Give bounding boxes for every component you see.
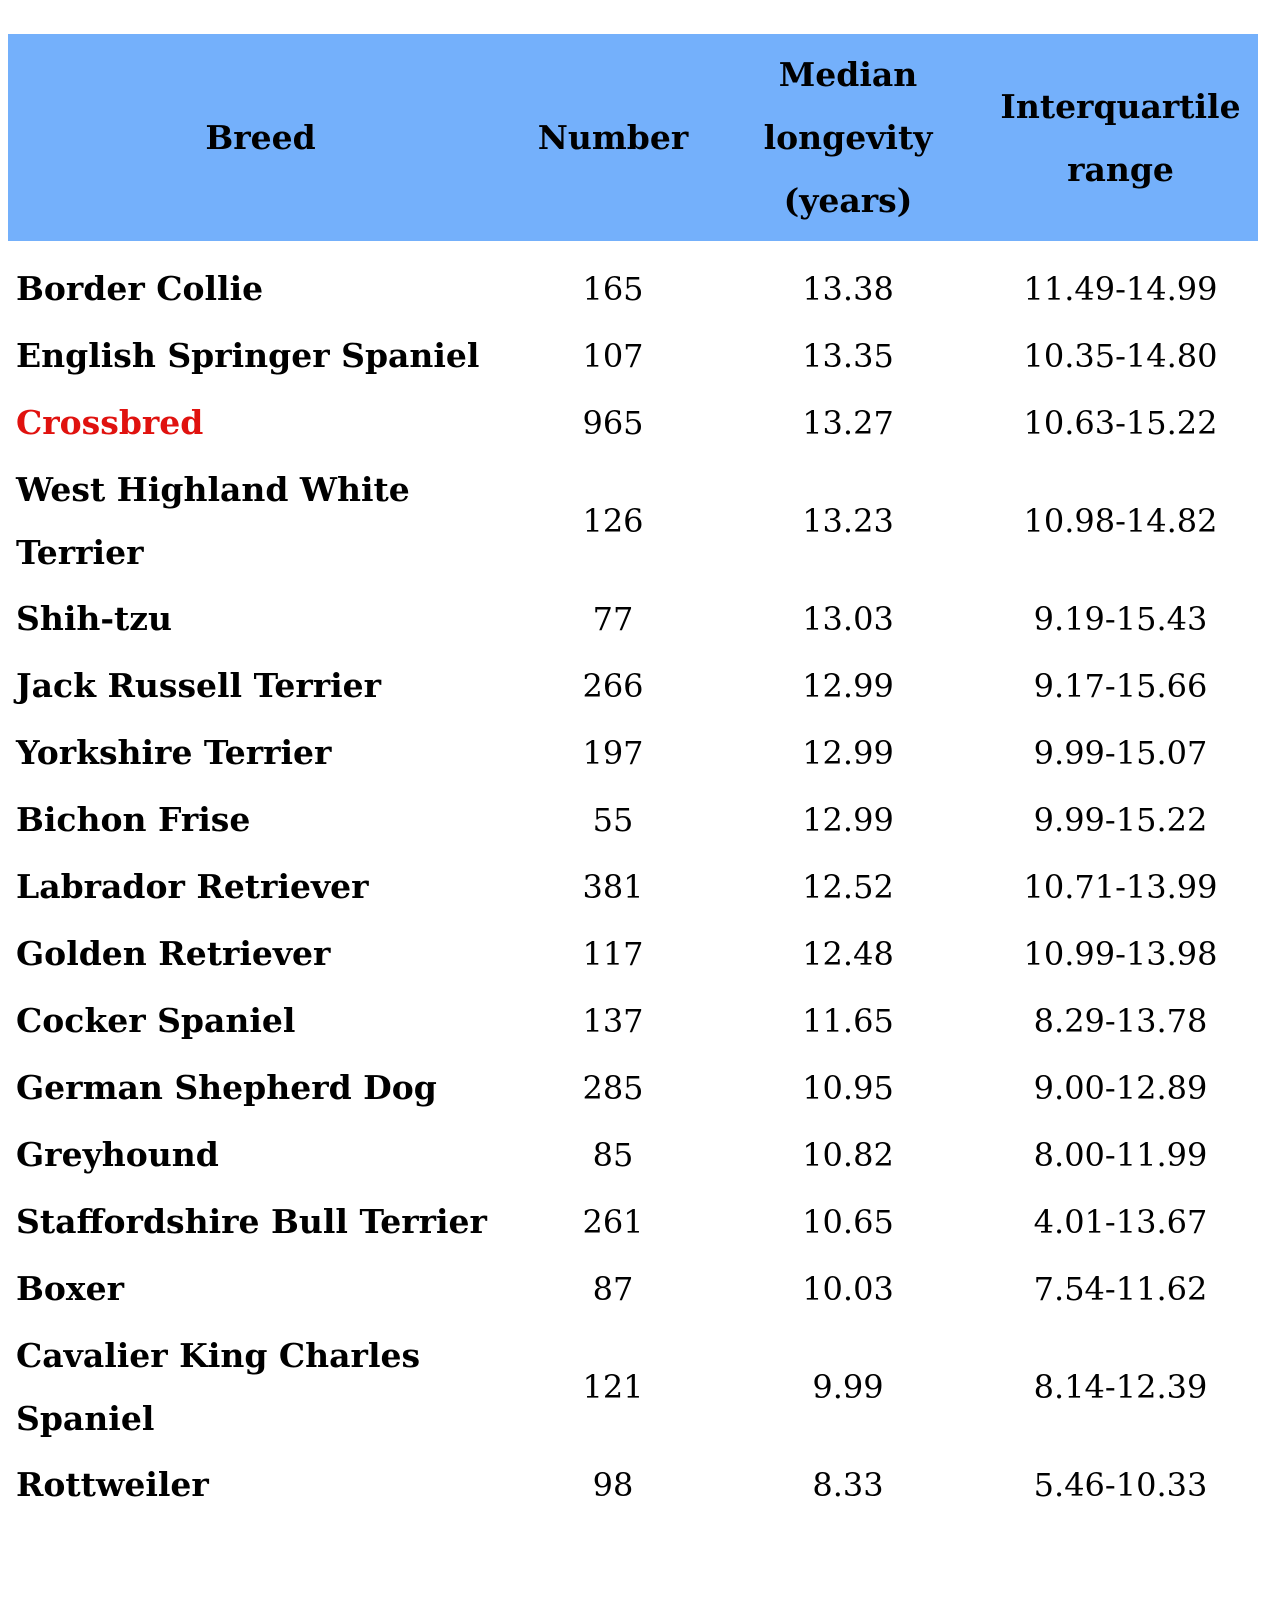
breed-cell: Crossbred — [16, 403, 204, 442]
breed-cell: Bichon Frise — [16, 800, 251, 839]
interquartile-range-cell: 10.98-14.82 — [1023, 501, 1218, 540]
table-row — [8, 1451, 1258, 1518]
table-row — [8, 389, 1258, 456]
breed-cell: Yorkshire Terrier — [16, 733, 332, 772]
median-longevity-cell: 12.48 — [802, 934, 894, 973]
table-header — [8, 34, 1258, 241]
breed-cell: English Springer Spaniel — [16, 336, 480, 375]
table-row — [8, 585, 1258, 652]
median-longevity-cell: 10.65 — [802, 1202, 894, 1241]
median-longevity-cell: 12.99 — [802, 800, 894, 839]
iqr-header-line: Interquartile — [1000, 86, 1241, 126]
column-header-interquartile-range — [983, 34, 1258, 241]
header-row — [8, 34, 1258, 241]
breed-cell: Greyhound — [16, 1135, 219, 1174]
number-cell: 126 — [582, 501, 644, 540]
median-longevity-cell: 12.99 — [802, 733, 894, 772]
median-longevity-cell: 10.95 — [802, 1068, 894, 1107]
median-longevity-cell: 13.23 — [802, 501, 894, 540]
median-header-line: (years) — [783, 181, 913, 220]
table-row — [8, 719, 1258, 786]
number-cell: 77 — [592, 599, 634, 638]
interquartile-range-cell: 10.63-15.22 — [1023, 403, 1218, 442]
column-header-breed: Breed — [205, 118, 316, 157]
interquartile-range-cell: 4.01-13.67 — [1033, 1202, 1208, 1241]
interquartile-range-cell: 9.99-15.07 — [1033, 733, 1208, 772]
median-longevity-cell: 13.38 — [802, 269, 894, 308]
interquartile-range-cell: 9.19-15.43 — [1033, 599, 1208, 638]
number-cell: 165 — [582, 269, 644, 308]
table-row — [8, 1322, 1258, 1451]
number-cell: 381 — [582, 867, 644, 906]
breed-longevity-table — [8, 34, 1258, 1518]
median-longevity-cell: 10.82 — [802, 1135, 894, 1174]
table-row — [8, 1255, 1258, 1322]
number-cell: 137 — [582, 1001, 644, 1040]
longevity-table-container — [8, 34, 1258, 1518]
table-row — [8, 652, 1258, 719]
table-row — [8, 853, 1258, 920]
number-cell: 285 — [582, 1068, 644, 1107]
column-header-median-longevity — [713, 34, 983, 241]
table-row — [8, 1188, 1258, 1255]
interquartile-range-cell: 10.35-14.80 — [1023, 336, 1218, 375]
interquartile-range-cell: 10.71-13.99 — [1023, 867, 1218, 906]
table-row — [8, 322, 1258, 389]
number-cell: 55 — [592, 800, 634, 839]
table-row — [8, 1121, 1258, 1188]
spacer-cell — [8, 241, 1258, 255]
number-cell: 266 — [582, 666, 644, 705]
breed-cell: Labrador Retriever — [16, 867, 369, 906]
median-longevity-cell: 10.03 — [802, 1269, 894, 1308]
breed-cell: Cavalier King Charles Spaniel — [16, 1335, 421, 1438]
interquartile-range-cell: 5.46-10.33 — [1033, 1465, 1208, 1504]
breed-cell: Jack Russell Terrier — [16, 666, 382, 705]
number-cell: 98 — [592, 1465, 634, 1504]
median-header-line: longevity — [763, 118, 933, 157]
number-cell: 107 — [582, 336, 644, 375]
table-row — [8, 456, 1258, 585]
median-longevity-cell: 11.65 — [802, 1001, 894, 1040]
number-cell: 121 — [582, 1367, 644, 1406]
interquartile-range-cell: 8.00-11.99 — [1033, 1135, 1208, 1174]
interquartile-range-cell: 9.00-12.89 — [1033, 1068, 1208, 1107]
table-row — [8, 786, 1258, 853]
breed-cell: Cocker Spaniel — [16, 1001, 296, 1040]
number-cell: 261 — [582, 1202, 644, 1241]
table-row — [8, 920, 1258, 987]
number-cell: 87 — [592, 1269, 634, 1308]
interquartile-range-cell: 9.17-15.66 — [1033, 666, 1208, 705]
breed-cell: Shih-tzu — [16, 599, 173, 638]
interquartile-range-cell: 8.29-13.78 — [1033, 1001, 1208, 1040]
iqr-header-line: range — [1067, 149, 1174, 189]
median-longevity-cell: 13.03 — [802, 599, 894, 638]
breed-cell: Rottweiler — [16, 1465, 209, 1504]
header-spacer-row — [8, 241, 1258, 255]
interquartile-range-cell: 10.99-13.98 — [1023, 934, 1218, 973]
number-cell: 197 — [582, 733, 644, 772]
interquartile-range-cell: 8.14-12.39 — [1033, 1367, 1208, 1406]
median-longevity-cell: 12.99 — [802, 666, 894, 705]
median-longevity-cell: 13.35 — [802, 336, 894, 375]
breed-cell: Boxer — [16, 1269, 124, 1308]
median-longevity-cell: 13.27 — [802, 403, 894, 442]
column-header-number: Number — [537, 118, 689, 157]
number-cell: 965 — [582, 403, 644, 442]
interquartile-range-cell: 11.49-14.99 — [1023, 269, 1218, 308]
breed-cell: Golden Retriever — [16, 934, 331, 973]
median-longevity-cell: 9.99 — [812, 1367, 884, 1406]
number-cell: 85 — [592, 1135, 634, 1174]
table-row — [8, 987, 1258, 1054]
breed-cell: German Shepherd Dog — [16, 1068, 437, 1107]
table-row — [8, 1054, 1258, 1121]
interquartile-range-cell: 9.99-15.22 — [1033, 800, 1208, 839]
table-row — [8, 255, 1258, 322]
interquartile-range-cell: 7.54-11.62 — [1033, 1269, 1208, 1308]
breed-cell: Staffordshire Bull Terrier — [16, 1202, 487, 1241]
median-longevity-cell: 8.33 — [812, 1465, 884, 1504]
median-header-line: Median — [778, 55, 918, 94]
median-longevity-cell: 12.52 — [802, 867, 894, 906]
breed-cell: West Highland White Terrier — [16, 469, 410, 572]
breed-cell: Border Collie — [16, 269, 264, 308]
table-body — [8, 241, 1258, 1518]
number-cell: 117 — [582, 934, 644, 973]
